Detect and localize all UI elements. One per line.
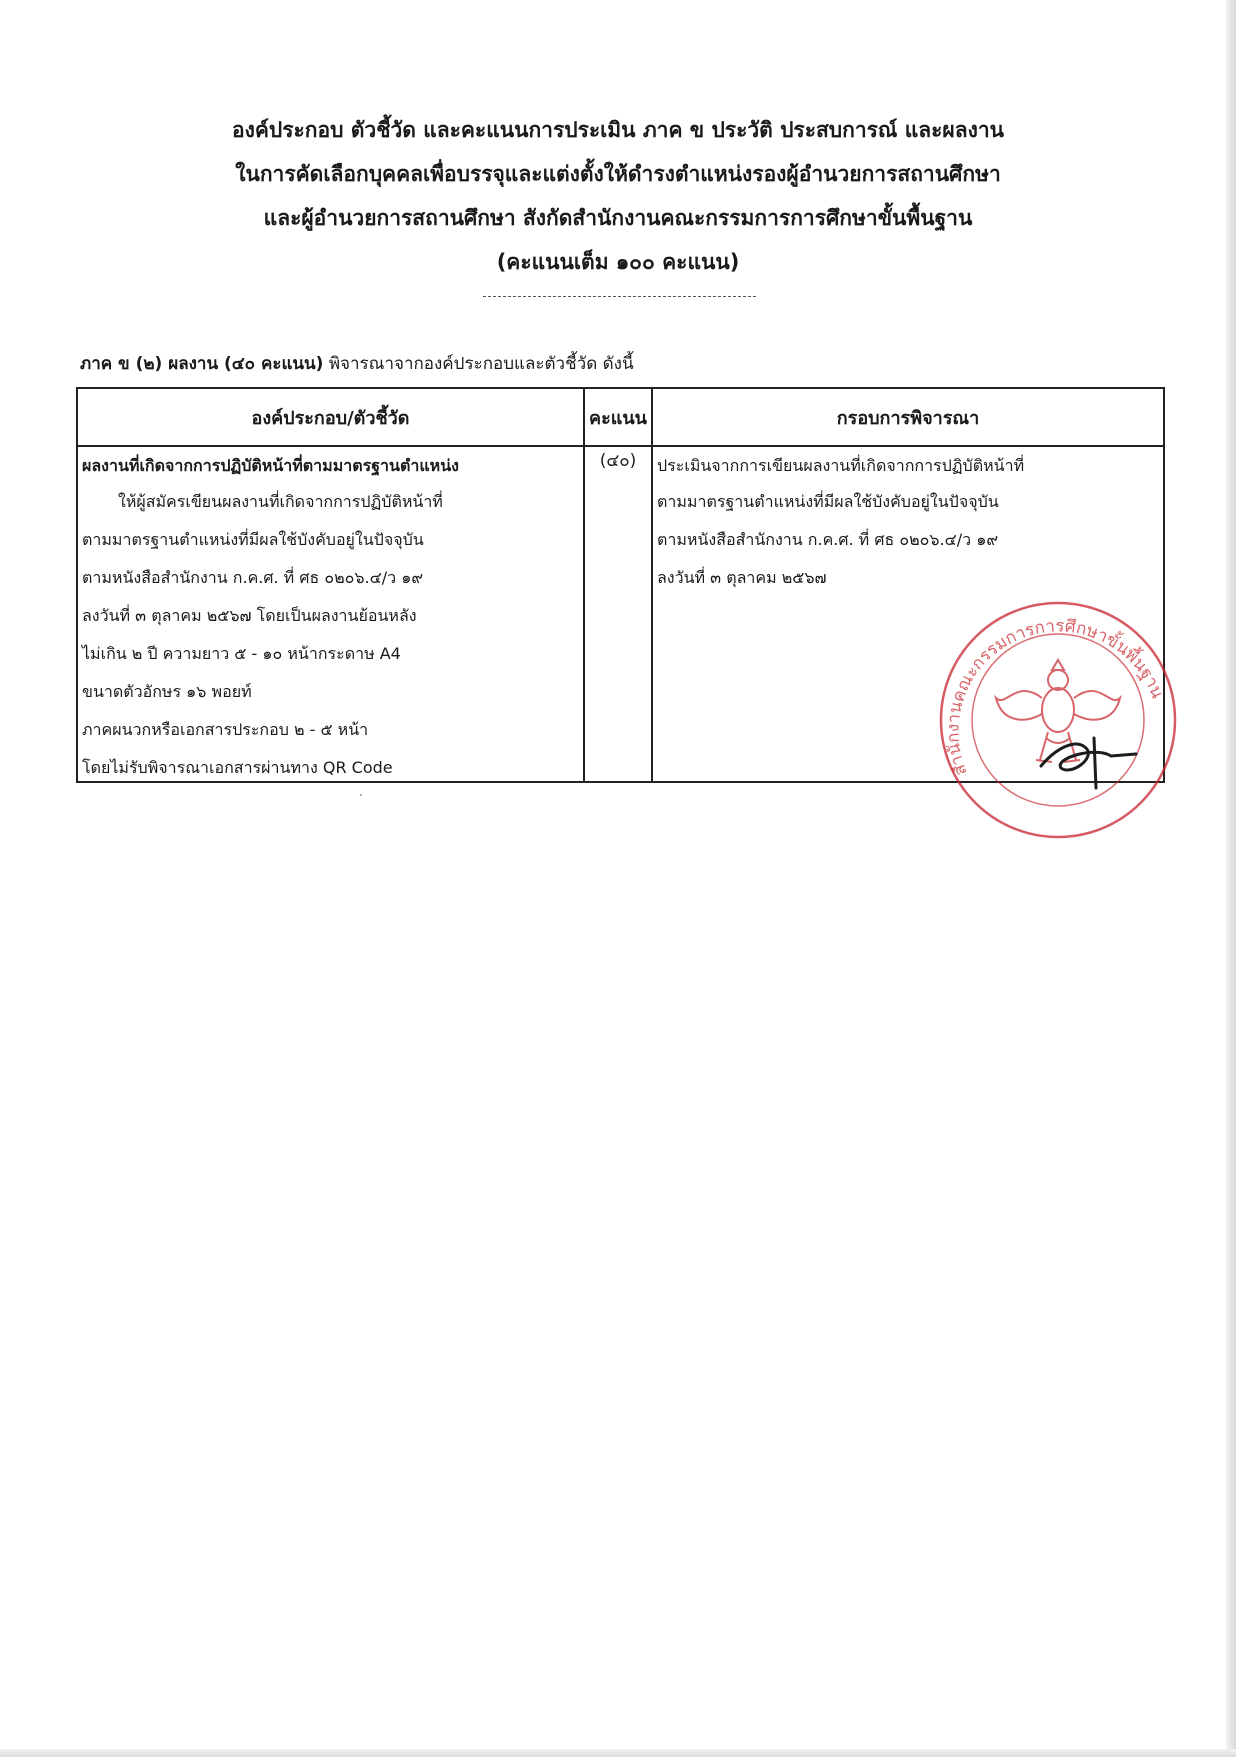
header-criteria: กรอบการพิจารณา bbox=[652, 388, 1164, 446]
component-line: ตามมาตรฐานตำแหน่งที่มีผลใช้บังคับอยู่ในปัจจุบัน bbox=[82, 530, 424, 549]
component-line: ไม่เกิน ๒ ปี ความยาว ๕ - ๑๐ หน้ากระดาษ A4 bbox=[82, 644, 401, 663]
criteria-line: ตามมาตรฐานตำแหน่งที่มีผลใช้บังคับอยู่ในปัจจุบัน bbox=[657, 492, 999, 511]
table-header-row bbox=[77, 388, 1164, 446]
component-line: ขนาดตัวอักษร ๑๖ พอยท์ bbox=[82, 682, 252, 701]
section-heading-rest: พิจารณาจากองค์ประกอบและตัวชี้วัด ดังนี้ bbox=[323, 354, 634, 374]
score-cell: (๔๐) bbox=[584, 446, 652, 782]
garuda-emblem-icon bbox=[996, 660, 1120, 762]
official-seal-stamp bbox=[936, 598, 1181, 843]
criteria-line: ลงวันที่ ๓ ตุลาคม ๒๕๖๗ bbox=[657, 568, 827, 587]
title-divider bbox=[483, 296, 756, 297]
title-line-1: องค์ประกอบ ตัวชี้วัด และคะแนนการประเมิน ภาค ข ประวัติ ประสบการณ์ และผลงาน bbox=[232, 118, 1004, 142]
title-line-3: และผู้อำนวยการสถานศึกษา สังกัดสำนักงานคณะกรรมการการศึกษาขั้นพื้นฐาน bbox=[263, 206, 973, 230]
component-line: ตามหนังสือสำนักงาน ก.ค.ศ. ที่ ศธ ๐๒๐๖.๔/ว ๑๙ bbox=[82, 568, 424, 587]
seal-outer-ring bbox=[941, 603, 1175, 837]
section-heading bbox=[80, 349, 634, 379]
scan-edge-bottom bbox=[0, 1749, 1236, 1757]
document-title bbox=[0, 108, 1236, 284]
criteria-line: ประเมินจากการเขียนผลงานที่เกิดจากการปฏิบัติหน้าที่ bbox=[657, 456, 1025, 475]
component-cell bbox=[77, 446, 584, 782]
component-line: ภาคผนวกหรือเอกสารประกอบ ๒ - ๕ หน้า bbox=[82, 720, 369, 739]
title-line-4: (คะแนนเต็ม ๑๐๐ คะแนน) bbox=[496, 250, 740, 274]
component-line: โดยไม่รับพิจารณาเอกสารผ่านทาง QR Code bbox=[82, 758, 393, 777]
scan-speck bbox=[360, 794, 362, 796]
section-heading-bold: ภาค ข (๒) ผลงาน (๔๐ คะแนน) bbox=[80, 354, 324, 374]
title-line-2: ในการคัดเลือกบุคคลเพื่อบรรจุและแต่งตั้งให้ดำรงตำแหน่งรองผู้อำนวยการสถานศึกษา bbox=[235, 162, 1001, 186]
seal-text-path: สำนักงานคณะกรรมการการศึกษาขั้นพื้นฐาน bbox=[943, 616, 1168, 778]
component-line: ให้ผู้สมัครเขียนผลงานที่เกิดจากการปฏิบัติหน้าที่ bbox=[118, 492, 443, 511]
component-line: ลงวันที่ ๓ ตุลาคม ๒๕๖๗ โดยเป็นผลงานย้อนหลัง bbox=[82, 606, 417, 625]
criteria-line: ตามหนังสือสำนักงาน ก.ค.ศ. ที่ ศธ ๐๒๐๖.๔/ว ๑๙ bbox=[657, 530, 999, 549]
component-title: ผลงานที่เกิดจากการปฏิบัติหน้าที่ตามมาตรฐานตำแหน่ง bbox=[82, 456, 459, 475]
signature-mark bbox=[1041, 738, 1136, 788]
header-score: คะแนน bbox=[584, 388, 652, 446]
header-component: องค์ประกอบ/ตัวชี้วัด bbox=[77, 388, 584, 446]
